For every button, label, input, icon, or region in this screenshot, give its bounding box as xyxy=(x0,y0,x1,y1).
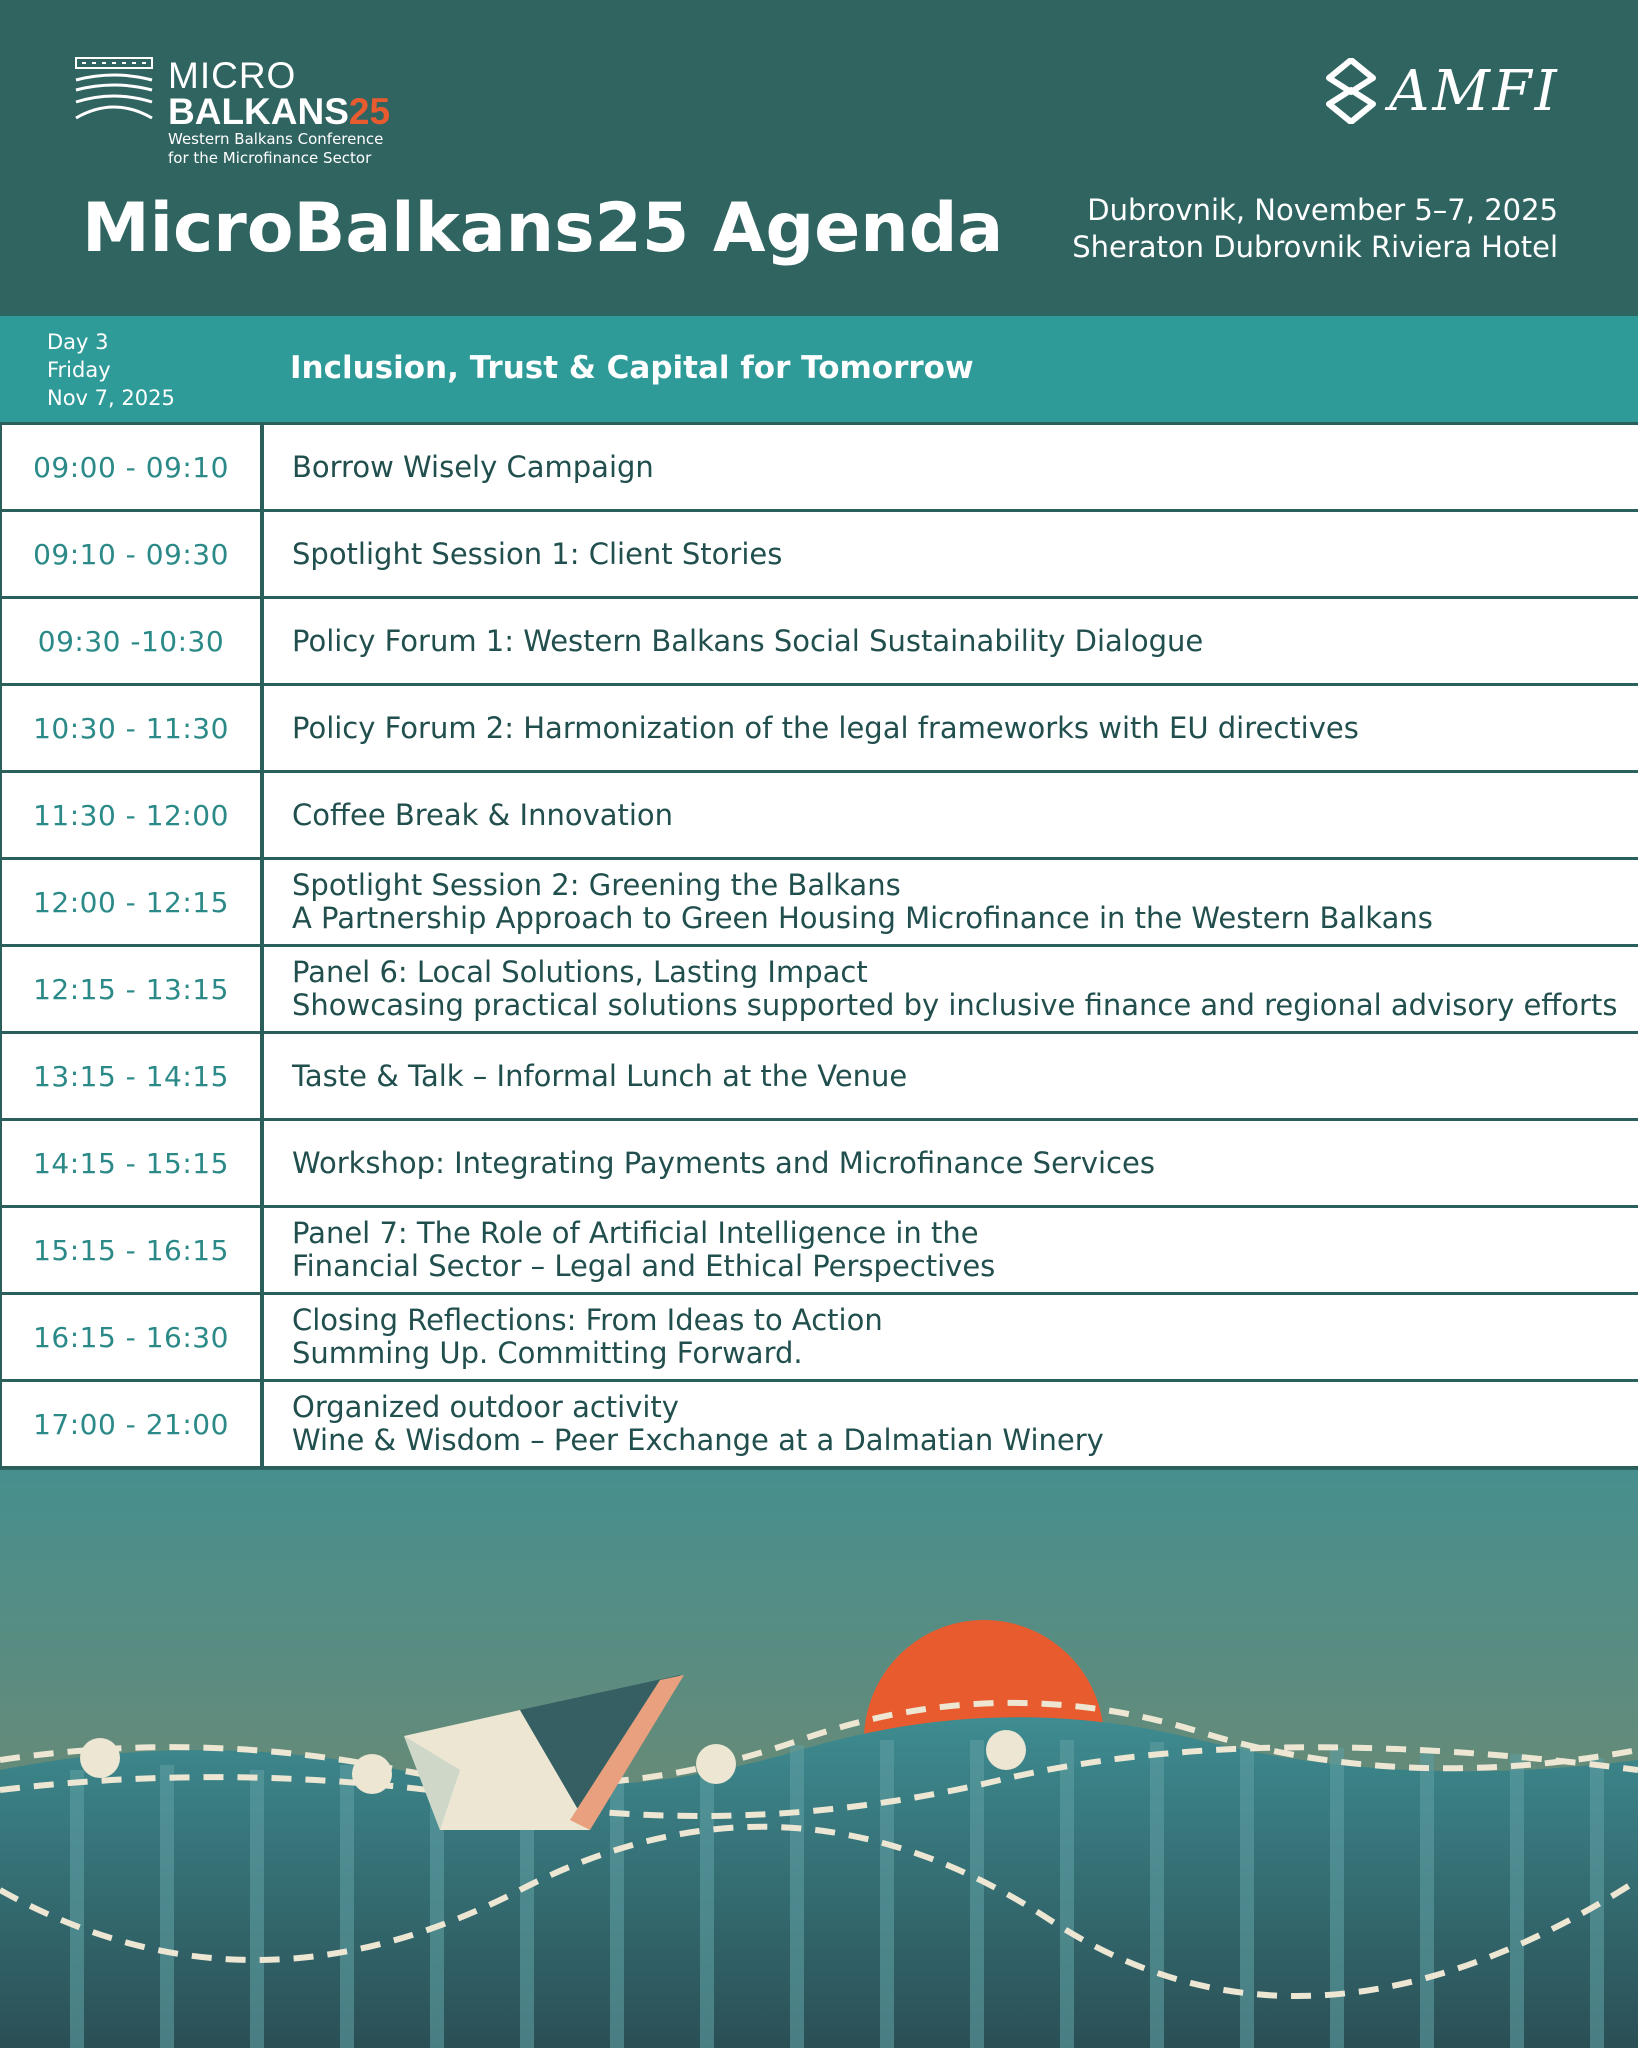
session-time: 17:00 - 21:00 xyxy=(0,1382,264,1466)
session-subtitle: Financial Sector – Legal and Ethical Perspectives xyxy=(292,1249,996,1283)
amfi-logo xyxy=(1325,56,1565,132)
table-row xyxy=(0,1379,1638,1469)
day-date: Nov 7, 2025 xyxy=(47,386,175,410)
session-title: Closing Reflections: From Ideas to Action xyxy=(292,1303,883,1337)
table-row xyxy=(0,857,1638,944)
session-subtitle: A Partnership Approach to Green Housing Microfinance in the Western Balkans xyxy=(292,901,1433,935)
page-title: MicroBalkans25 Agenda xyxy=(82,189,1004,268)
header xyxy=(0,0,1638,316)
table-row xyxy=(0,1118,1638,1205)
session-title: Policy Forum 1: Western Balkans Social Sustainability Dialogue xyxy=(292,623,1204,658)
day-theme: Inclusion, Trust & Capital for Tomorrow xyxy=(290,350,974,386)
day-meta xyxy=(47,328,175,412)
session-title: Coffee Break & Innovation xyxy=(292,797,674,832)
session-title: Policy Forum 2: Harmonization of the legal frameworks with EU directives xyxy=(292,710,1359,745)
session-details xyxy=(264,1034,1638,1118)
session-time: 13:15 - 14:15 xyxy=(0,1034,264,1118)
session-time: 16:15 - 16:30 xyxy=(0,1295,264,1379)
day-weekday: Friday xyxy=(47,358,111,382)
session-time: 09:30 -10:30 xyxy=(0,599,264,683)
session-title: Panel 6: Local Solutions, Lasting Impact xyxy=(292,955,868,989)
venue-info xyxy=(1072,192,1558,266)
session-title: Spotlight Session 1: Client Stories xyxy=(292,536,783,571)
session-details xyxy=(264,773,1638,857)
session-title: Spotlight Session 2: Greening the Balkans xyxy=(292,868,901,902)
table-row xyxy=(0,509,1638,596)
table-row xyxy=(0,683,1638,770)
session-subtitle: Wine & Wisdom – Peer Exchange at a Dalmatian Winery xyxy=(292,1423,1104,1457)
brand-subtitle-line1: Western Balkans Conference xyxy=(168,130,384,148)
session-time: 12:15 - 13:15 xyxy=(0,947,264,1031)
session-time: 09:10 - 09:30 xyxy=(0,512,264,596)
session-details xyxy=(264,512,1638,596)
table-row xyxy=(0,770,1638,857)
session-title: Workshop: Integrating Payments and Microfinance Services xyxy=(292,1145,1155,1180)
session-title: Panel 7: The Role of Artificial Intelligence in the xyxy=(292,1216,979,1250)
brand-year: 25 xyxy=(348,91,391,132)
venue-hotel-line: Sheraton Dubrovnik Riviera Hotel xyxy=(1072,230,1558,264)
session-subtitle: Showcasing practical solutions supported by inclusive finance and regional advisory efforts xyxy=(292,988,1618,1022)
session-details xyxy=(264,860,1638,944)
session-title: Borrow Wisely Campaign xyxy=(292,449,654,484)
brand-subtitle-line2: for the Microfinance Sector xyxy=(168,149,372,167)
seascape-illustration xyxy=(0,1470,1638,2048)
table-row xyxy=(0,596,1638,683)
session-title: Taste & Talk – Informal Lunch at the Venue xyxy=(292,1058,908,1093)
waves-logo-icon xyxy=(74,56,154,126)
session-title: Organized outdoor activity xyxy=(292,1390,679,1424)
session-details xyxy=(264,1382,1638,1466)
brand-micro: MICRO xyxy=(168,55,297,96)
brand-balkans xyxy=(168,92,390,132)
amfi-diamond-icon xyxy=(1325,58,1377,124)
agenda-table xyxy=(0,422,1638,1469)
day-label: Day 3 xyxy=(47,330,109,354)
session-time: 10:30 - 11:30 xyxy=(0,686,264,770)
session-subtitle: Summing Up. Committing Forward. xyxy=(292,1336,803,1370)
brand-balkans-word: BALKANS xyxy=(168,91,349,132)
session-time: 12:00 - 12:15 xyxy=(0,860,264,944)
venue-date-line: Dubrovnik, November 5–7, 2025 xyxy=(1087,193,1558,227)
session-time: 15:15 - 16:15 xyxy=(0,1208,264,1292)
day-header xyxy=(0,316,1638,422)
table-row xyxy=(0,1205,1638,1292)
session-details xyxy=(264,947,1638,1031)
brand-subtitle xyxy=(168,130,428,168)
session-time: 09:00 - 09:10 xyxy=(0,425,264,509)
session-details xyxy=(264,1295,1638,1379)
session-details xyxy=(264,425,1638,509)
session-time: 14:15 - 15:15 xyxy=(0,1121,264,1205)
session-details xyxy=(264,1121,1638,1205)
table-row xyxy=(0,944,1638,1031)
table-row xyxy=(0,422,1638,509)
session-details xyxy=(264,599,1638,683)
session-time: 11:30 - 12:00 xyxy=(0,773,264,857)
table-row xyxy=(0,1031,1638,1118)
amfi-wordmark: AMFI xyxy=(1389,59,1560,124)
session-details xyxy=(264,686,1638,770)
session-details xyxy=(264,1208,1638,1292)
table-row xyxy=(0,1292,1638,1379)
